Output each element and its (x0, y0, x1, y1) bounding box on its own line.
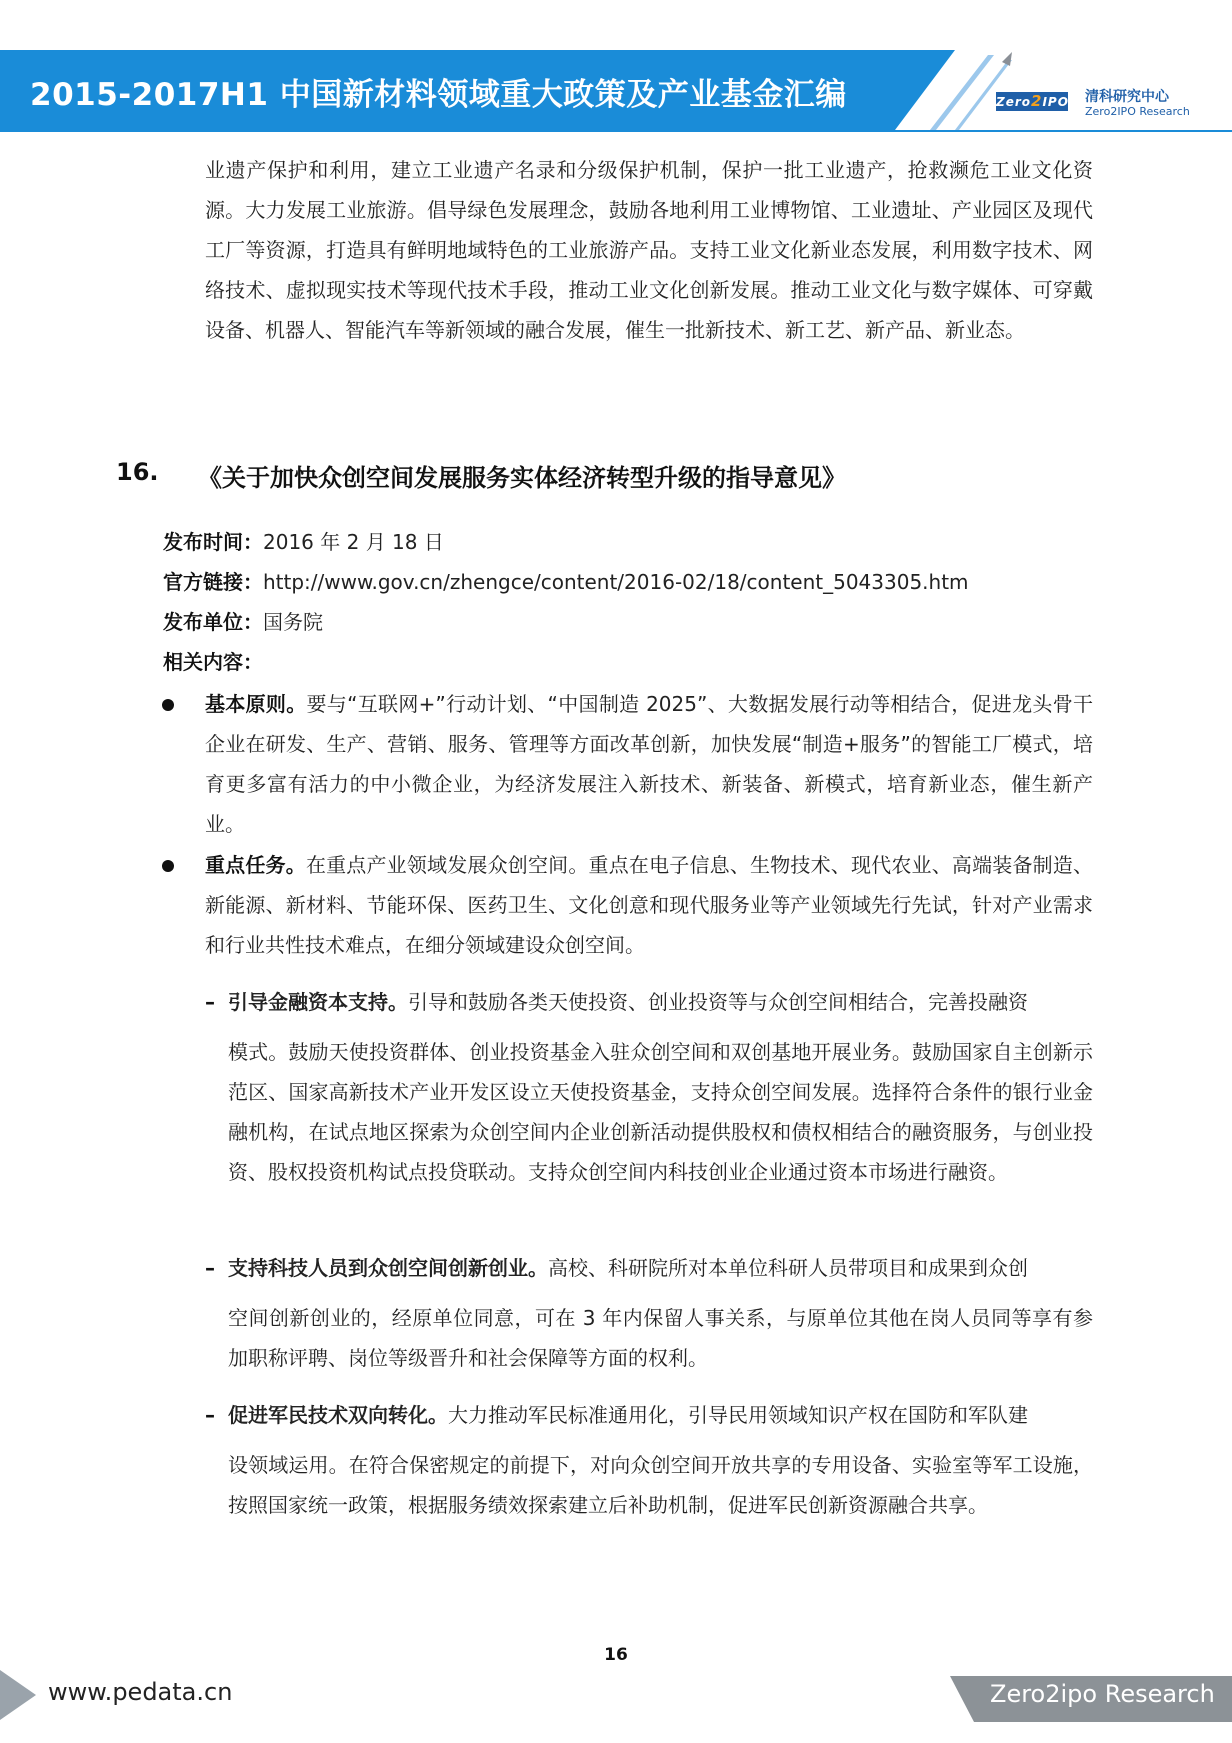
bullet-icon (162, 699, 174, 711)
document-title: 2015-2017H1 中国新材料领域重大政策及产业基金汇编 (30, 77, 847, 113)
sub-item-tech-personnel-heading: 支持科技人员到众创空间创新创业。高校、科研院所对本单位科研人员带项目和成果到众创 (228, 1256, 1028, 1280)
bullet-key-tasks: 重点任务。在重点产业领域发展众创空间。重点在电子信息、生物技术、现代农业、高端装备制造、新能源、新材料、节能环保、医药卫生、文化创意和现代服务业等产业领域先行先试，针对产业需求和行业共性技术难点，在细分领域建设众创空间。 (205, 853, 1094, 957)
sub-item-financial-capital-heading: 引导金融资本支持。引导和鼓励各类天使投资、创业投资等与众创空间相结合，完善投融资 (228, 990, 1028, 1014)
dash-marker: – (205, 990, 215, 1014)
bullet-basic-principles: 基本原则。要与“互联网+”行动计划、“中国制造 2025”、大数据发展行动等相结合，促进龙头骨干企业在研发、生产、营销、服务、管理等方面改革创新，加快发展“制造+服务”的智能工厂模式，培育更多富有活力的中小微企业，为经济发展注入新技术、新装备、新模式，培育新业态，催生新产业。 (205, 692, 1093, 836)
sub-item-military-civil-body: 设领域运用。在符合保密规定的前提下，对向众创空间开放共享的专用设备、实验室等军工设施，按照国家统一政策，根据服务绩效探索建立后补助机制，促进军民创新资源融合共享。 (228, 1453, 1093, 1517)
sub-item-financial-capital-body: 模式。鼓励天使投资群体、创业投资基金入驻众创空间和双创基地开展业务。鼓励国家自主创新示范区、国家高新技术产业开发区设立天使投资基金，支持众创空间发展。选择符合条件的银行业金融机构，在试点地区探索为众创空间内企业创新活动提供股权和债权相结合的融资服务，与创业投资、股权投资机构试点投贷联动。支持众创空间内科技创业企业通过资本市场进行融资。 (228, 1040, 1093, 1184)
section-title: 《关于加快众创空间发展服务实体经济转型升级的指导意见》 (198, 464, 846, 492)
content-label: 相关内容： (163, 650, 263, 674)
page-number: 16 (604, 1645, 628, 1665)
sub-item-tech-personnel-body: 空间创新创业的，经原单位同意，可在 3 年内保留人事关系，与原单位其他在岗人员同等享有参加职称评聘、岗位等级晋升和社会保障等方面的权利。 (228, 1306, 1093, 1370)
org-name-en: Zero2IPO Research (1085, 105, 1190, 118)
footer-brand: Zero2ipo Research (990, 1680, 1215, 1708)
bullet-icon (162, 860, 174, 872)
org-name-cn: 清科研究中心 (1085, 89, 1169, 105)
section-number: 16. (116, 458, 159, 486)
dash-marker: – (205, 1403, 215, 1427)
dash-marker: – (205, 1256, 215, 1280)
official-link[interactable]: http://www.gov.cn/zhengce/content/2016-02/18/content_5043305.htm (263, 570, 969, 594)
sub-item-military-civil-heading: 促进军民技术双向转化。大力推动军民标准通用化，引导民用领域知识产权在国防和军队建 (228, 1403, 1028, 1427)
header-divider (0, 130, 1232, 132)
publish-date-row: 发布时间：2016 年 2 月 18 日 (163, 530, 444, 554)
zero2ipo-logo: Zero2IPO (996, 92, 1069, 110)
footer-triangle-icon (0, 1670, 40, 1720)
intro-paragraph: 业遗产保护和利用，建立工业遗产名录和分级保护机制，保护一批工业遗产，抢救濒危工业文化资源。大力发展工业旅游。倡导绿色发展理念，鼓励各地利用工业博物馆、工业遗址、产业园区及现代工厂等资源，打造具有鲜明地域特色的工业旅游产品。支持工业文化新业态发展，利用数字技术、网络技术、虚拟现实技术等现代技术手段，推动工业文化创新发展。推动工业文化与数字媒体、可穿戴设备、机器人、智能汽车等新领域的融合发展，催生一批新技术、新工艺、新产品、新业态。 (205, 158, 1093, 342)
official-link-row: 官方链接：http://www.gov.cn/zhengce/content/2016-02/18/content_5043305.htm (163, 570, 969, 594)
footer-website-link[interactable]: www.pedata.cn (48, 1678, 233, 1706)
issuer-row: 发布单位：国务院 (163, 610, 323, 634)
